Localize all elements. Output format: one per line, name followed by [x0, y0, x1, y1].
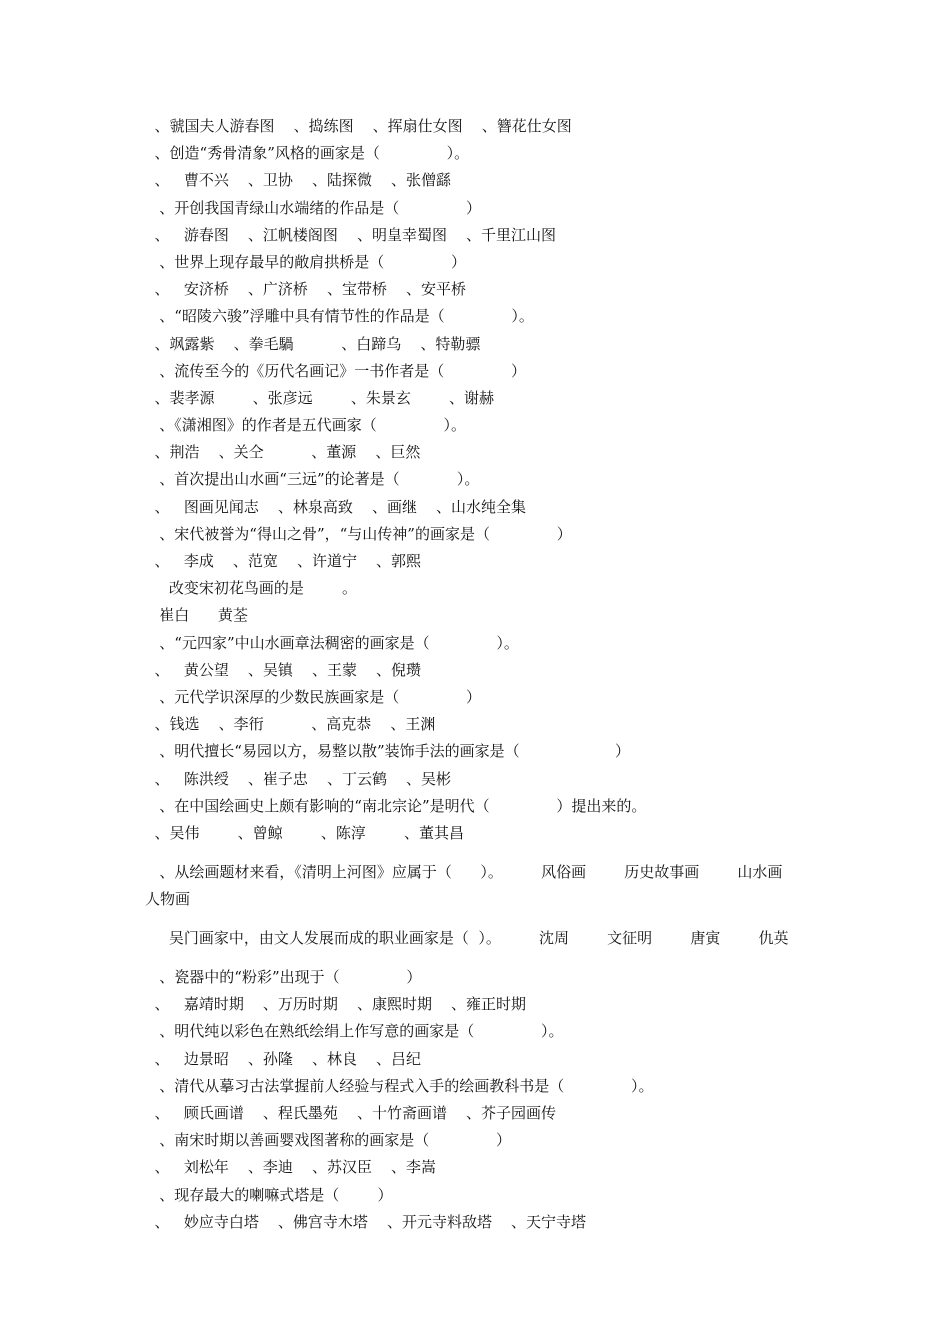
- text-line: 崔白 黄荃: [145, 606, 248, 625]
- text-line: 、 曹不兴 、卫协 、陆探微 、张僧繇: [145, 171, 452, 190]
- text-line: 、 边景昭 、孙隆 、林良 、吕纪: [145, 1049, 422, 1068]
- text-line: 、清代从摹习古法掌握前人经验与程式入手的绘画教科书是（ ）。: [145, 1076, 654, 1095]
- text-line: 、裴孝源 、张彦远 、朱景玄 、谢赫: [145, 388, 494, 407]
- text-line: 、 黄公望 、吴镇 、王蒙 、倪瓒: [145, 660, 422, 679]
- text-line: 、在中国绘画史上颇有影响的“南北宗论”是明代（ ）提出来的。: [145, 796, 647, 815]
- text-line: 、现存最大的喇嘛式塔是（ ）: [145, 1185, 393, 1204]
- text-line: 、 游春图 、江帆楼阁图 、明皇幸蜀图 、千里江山图: [145, 225, 557, 244]
- text-line: 、荆浩 、关仝 、董源 、巨然: [145, 443, 421, 462]
- text-line: 、 妙应寺白塔 、佛宫寺木塔 、开元寺料敌塔 、天宁寺塔: [145, 1212, 587, 1231]
- text-line: 、飒露紫 、拳毛騧 、白蹄乌 、特勒骠: [145, 334, 481, 353]
- text-line: 、元代学识深厚的少数民族画家是（ ）: [145, 687, 482, 706]
- text-line: 、明代擅长“易园以方，易整以散”装饰手法的画家是（ ）: [145, 742, 631, 761]
- text-line: 、创造“秀骨清象”风格的画家是（ ）。: [145, 144, 470, 163]
- text-line: 、钱选 、李衎 、高克恭 、王渊: [145, 715, 436, 734]
- spacer: [145, 952, 815, 964]
- text-line: 、“昭陵六骏”浮雕中具有情节性的作品是（ ）。: [145, 307, 534, 326]
- document-body: [145, 113, 821, 1236]
- text-line: 、 顾氏画谱 、程氏墨苑 、十竹斋画谱 、芥子园画传: [145, 1104, 557, 1122]
- spacer: [145, 847, 815, 859]
- text-line: 、 图画见闻志 、林泉高致 、画继 、山水纯全集: [145, 497, 527, 516]
- text-line: 、吴伟 、曾鲸 、陈淳 、董其昌: [145, 823, 464, 842]
- text-line: 、明代纯以彩色在熟纸绘绢上作写意的画家是（ ）。: [145, 1022, 564, 1041]
- question-qingming: 、从绘画题材来看，《清明上河图》应属于（ ）。 风俗画 历史故事画 山水画 人物画: [145, 863, 821, 909]
- text-line: 、 嘉靖时期 、万历时期 、康熙时期 、雍正时期: [145, 995, 527, 1014]
- text-line: 、 刘松年 、李迪 、苏汉臣 、李嵩: [145, 1158, 437, 1177]
- spacer: [145, 913, 815, 925]
- question-block-b: [145, 964, 815, 1236]
- question-wumen: 吴门画家中，由文人发展而成的职业画家是（ ）。 沈周 文征明 唐寅 仇英: [145, 929, 789, 948]
- text-line: 、开创我国青绿山水端绪的作品是（ ）: [145, 198, 482, 217]
- text-line: 、首次提出山水画“三远”的论著是（ ）。: [145, 470, 480, 489]
- text-line: 改变宋初花鸟画的是 。: [145, 579, 357, 598]
- text-line: 、 安济桥 、广济桥 、宝带桥 、安平桥: [145, 280, 467, 299]
- text-line: 、“元四家”中山水画章法稠密的画家是（ ）。: [145, 633, 519, 652]
- text-line: 、宋代被誉为“得山之骨”，“与山传神”的画家是（ ）: [145, 524, 572, 543]
- text-line: 、 陈洪绶 、崔子忠 、丁云鹤 、吴彬: [145, 769, 452, 788]
- text-line: 、世界上现存最早的敞肩拱桥是（ ）: [145, 252, 467, 271]
- text-line: 、虢国夫人游春图 、捣练图 、挥扇仕女图 、簪花仕女图: [145, 117, 572, 135]
- text-line: 、南宋时期以善画婴戏图著称的画家是（ ）: [145, 1131, 512, 1150]
- text-line: 、《潇湘图》的作者是五代画家（ ）。: [145, 416, 467, 435]
- text-line: 、流传至今的《历代名画记》一书作者是（ ）: [145, 361, 527, 380]
- text-line: 、瓷器中的“粉彩”出现于（ ）: [145, 968, 422, 987]
- question-block-a: [145, 113, 815, 847]
- text-line: 、 李成 、范宽 、许道宁 、郭熙: [145, 552, 422, 570]
